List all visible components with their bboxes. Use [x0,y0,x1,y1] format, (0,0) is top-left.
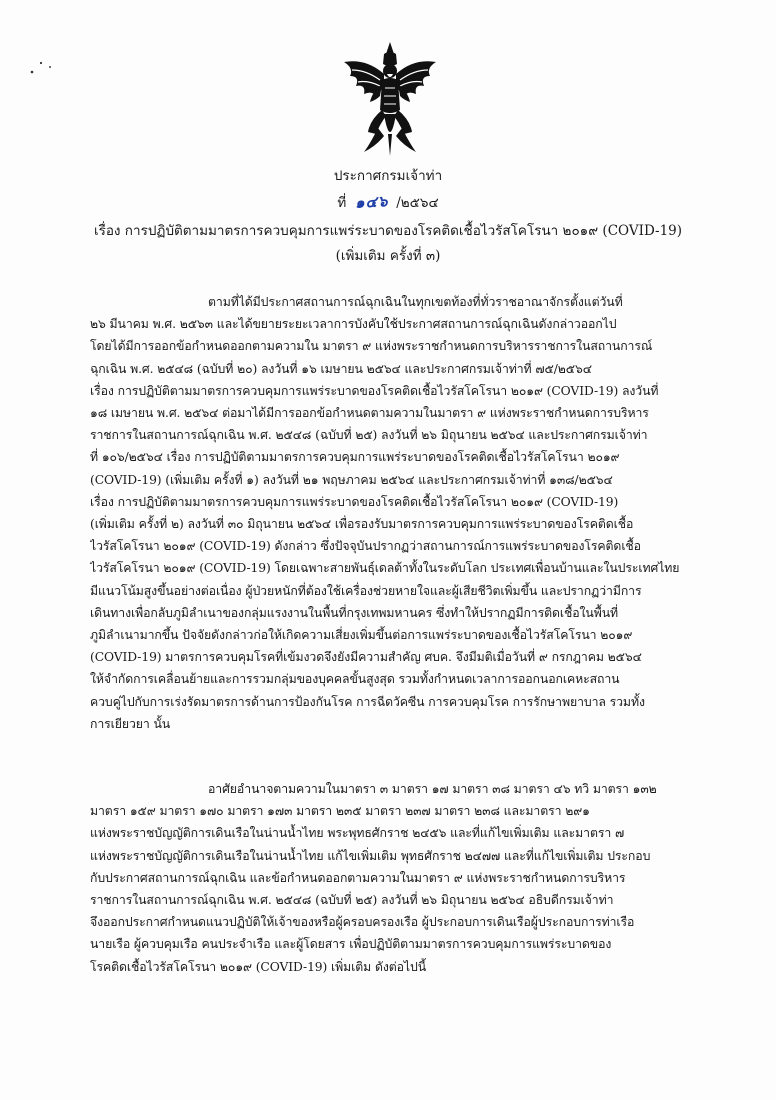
number-prefix: ที่ [337,195,347,211]
text-line: (เพิ่มเติม ครั้งที่ ๒) ลงวันที่ ๓๐ มิถุนายน ๒๕๖๔ เพื่อรองรับมาตรการควบคุมการแพร่ระบาดของโรคติดเชื้อ [90,517,634,532]
text-line: ๒๖ มีนาคม พ.ศ. ๒๕๖๓ และได้ขยายระยะเวลาการบังคับใช้ประกาศสถานการณ์ฉุกเฉินดังกล่าวออกไป [90,317,617,332]
text-line: ควบคู่ไปกับการเร่งรัดมาตรการด้านการป้องกันโรค การฉีดวัคซีน การควบคุมโรค การรักษาพยาบาล รวมทั้ง [90,694,645,709]
text-line: แห่งพระราชบัญญัติการเดินเรือในน่านน้ำไทย พระพุทธศักราช ๒๔๕๖ และที่แก้ไขเพิ่มเติม และมาตรา ๗ [90,826,625,841]
text-line: ไวรัสโคโรนา ๒๐๑๙ (COVID-19) ดังกล่าว ซึ่งปัจจุบันปรากฏว่าสถานการณ์การแพร่ระบาดของโรคติดเชื้อ [90,539,641,554]
text-line: ราชการในสถานการณ์ฉุกเฉิน พ.ศ. ๒๕๔๘ (ฉบับที่ ๒๕) ลงวันที่ ๒๖ มิถุนายน ๒๕๖๔ และประกาศกรมเจ้าท่า [90,428,648,443]
paragraph-authority [90,778,710,978]
text-line: โดยได้มีการออกข้อกำหนดออกตามความใน มาตรา ๙ แห่งพระราชกำหนดการบริหารราชการในสถานการณ์ [90,339,653,354]
subject-line-continued: (เพิ่มเติม ครั้งที่ ๓) [335,248,441,264]
text-line: มาตรา ๑๕๙ มาตรา ๑๗๐ มาตรา ๑๗๓ มาตรา ๒๓๕ มาตรา ๒๓๗ มาตรา ๒๓๘ และมาตรา ๒๙๑ [90,804,590,819]
text-line: (COVID-19) (เพิ่มเติม ครั้งที่ ๑) ลงวันที่ ๒๑ พฤษภาคม ๒๕๖๔ และประกาศกรมเจ้าท่าที่ ๑๓๘/๒๕๖๔ [90,472,613,487]
text-line: มีแนวโน้มสูงขึ้นอย่างต่อเนื่อง ผู้ป่วยหนักที่ต้องใช้เครื่องช่วยหายใจและผู้เสียชีวิตเพิ่มขึ้น และปรากฏว่ามีการ [90,583,642,598]
text-line: ไวรัสโคโรนา ๒๐๑๙ (COVID-19) โดยเฉพาะสายพันธุ์เดลต้าทั้งในระดับโลก ประเทศเพื่อนบ้านและในประเทศไทย [90,561,680,576]
document-number [0,190,776,214]
text-line: เรื่อง การปฏิบัติตามมาตรการควบคุมการแพร่ระบาดของโรคติดเชื้อไวรัสโคโรนา ๒๐๑๙ (COVID-19) ลงวันที่ [90,383,659,398]
handwritten-number: ๑๔๖ [354,192,389,212]
text-line: กับประกาศสถานการณ์ฉุกเฉิน และข้อกำหนดออกตามความในมาตรา ๙ แห่งพระราชกำหนดการบริหาร [90,870,626,885]
text-line: ฉุกเฉิน พ.ศ. ๒๕๔๘ (ฉบับที่ ๒๐) ลงวันที่ ๑๖ เมษายน ๒๕๖๔ และประกาศกรมเจ้าท่าที่ ๗๕/๒๕๖๔ [90,361,592,376]
text-line: ตามที่ได้มีประกาศสถานการณ์ฉุกเฉินในทุกเขตท้องที่ทั่วราชอาณาจักรตั้งแต่วันที่ [208,295,623,309]
garuda-emblem-icon [340,40,440,158]
text-line: นายเรือ ผู้ควบคุมเรือ คนประจำเรือ และผู้โดยสาร เพื่อปฏิบัติตามมาตรการควบคุมการแพร่ระบาดของ [90,937,612,952]
text-line: ภูมิลำเนามากขึ้น ปัจจัยดังกล่าวก่อให้เกิดความเสี่ยงเพิ่มขึ้นต่อการแพร่ระบาดของเชื้อไวรัสโคโรนา ๒๐๑๙ [90,628,633,643]
text-line: ให้จำกัดการเคลื่อนย้ายและการรวมกลุ่มของบุคคลขั้นสูงสุด รวมทั้งกำหนดเวลาการออกนอกเคหะสถาน [90,672,620,687]
subject-line: เรื่อง การปฏิบัติตามมาตรการควบคุมการแพร่ระบาดของโรคติดเชื้อไวรัสโคโรนา ๒๐๑๙ (COVID-19) [93,223,683,239]
text-line: จึงออกประกาศกำหนดแนวปฏิบัติให้เจ้าของหรือผู้ครอบครองเรือ ผู้ประกอบการเดินเรือผู้ประกอบการท่าเรือ [90,915,635,930]
text-line: (COVID-19) มาตรการควบคุมโรคที่เข้มงวดจึงยังมีความสำคัญ ศบค. จึงมีมติเมื่อวันที่ ๙ กรกฎาคม ๒๕๖๔ [90,650,642,665]
text-line: ที่ ๑๐๖/๒๕๖๔ เรื่อง การปฏิบัติตามมาตรการควบคุมการแพร่ระบาดของโรคติดเชื้อไวรัสโคโรนา ๒๐๑๙ [90,450,620,465]
scan-specks [28,58,58,78]
text-line: ราชการในสถานการณ์ฉุกเฉิน พ.ศ. ๒๕๔๘ (ฉบับที่ ๒๕) ลงวันที่ ๒๖ มิถุนายน ๒๕๖๔ อธิบดีกรมเจ้าท่า [90,893,614,908]
text-line: ๑๘ เมษายน พ.ศ. ๒๕๖๔ ต่อมาได้มีการออกข้อกำหนดตามความในมาตรา ๙ แห่งพระราชกำหนดการบริหาร [90,406,649,421]
issuer-title: ประกาศกรมเจ้าท่า [333,168,443,184]
paragraph-preamble [90,291,710,735]
number-suffix: /๒๕๖๔ [396,195,439,211]
text-line: เดินทางเพื่อกลับภูมิลำเนาของกลุ่มแรงงานในพื้นที่กรุงเทพมหานคร ซึ่งทำให้ปรากฏมีการติดเชื้อในพื้นที่ [90,605,619,620]
text-line: อาศัยอำนาจตามความในมาตรา ๓ มาตรา ๑๗ มาตรา ๓๘ มาตรา ๔๖ ทวิ มาตรา ๑๓๒ [208,782,657,796]
text-line: โรคติดเชื้อไวรัสโคโรนา ๒๐๑๙ (COVID-19) เพิ่มเติม ดังต่อไปนี้ [90,959,427,974]
text-line: แห่งพระราชบัญญัติการเดินเรือในน่านน้ำไทย แก้ไขเพิ่มเติม พุทธศักราช ๒๔๗๗ และที่แก้ไขเพิ่มเติม ประกอบ [90,848,651,863]
text-line: เรื่อง การปฏิบัติตามมาตรการควบคุมการแพร่ระบาดของโรคติดเชื้อไวรัสโคโรนา ๒๐๑๙ (COVID-19) [90,494,619,509]
text-line: การเยียวยา นั้น [90,716,171,731]
